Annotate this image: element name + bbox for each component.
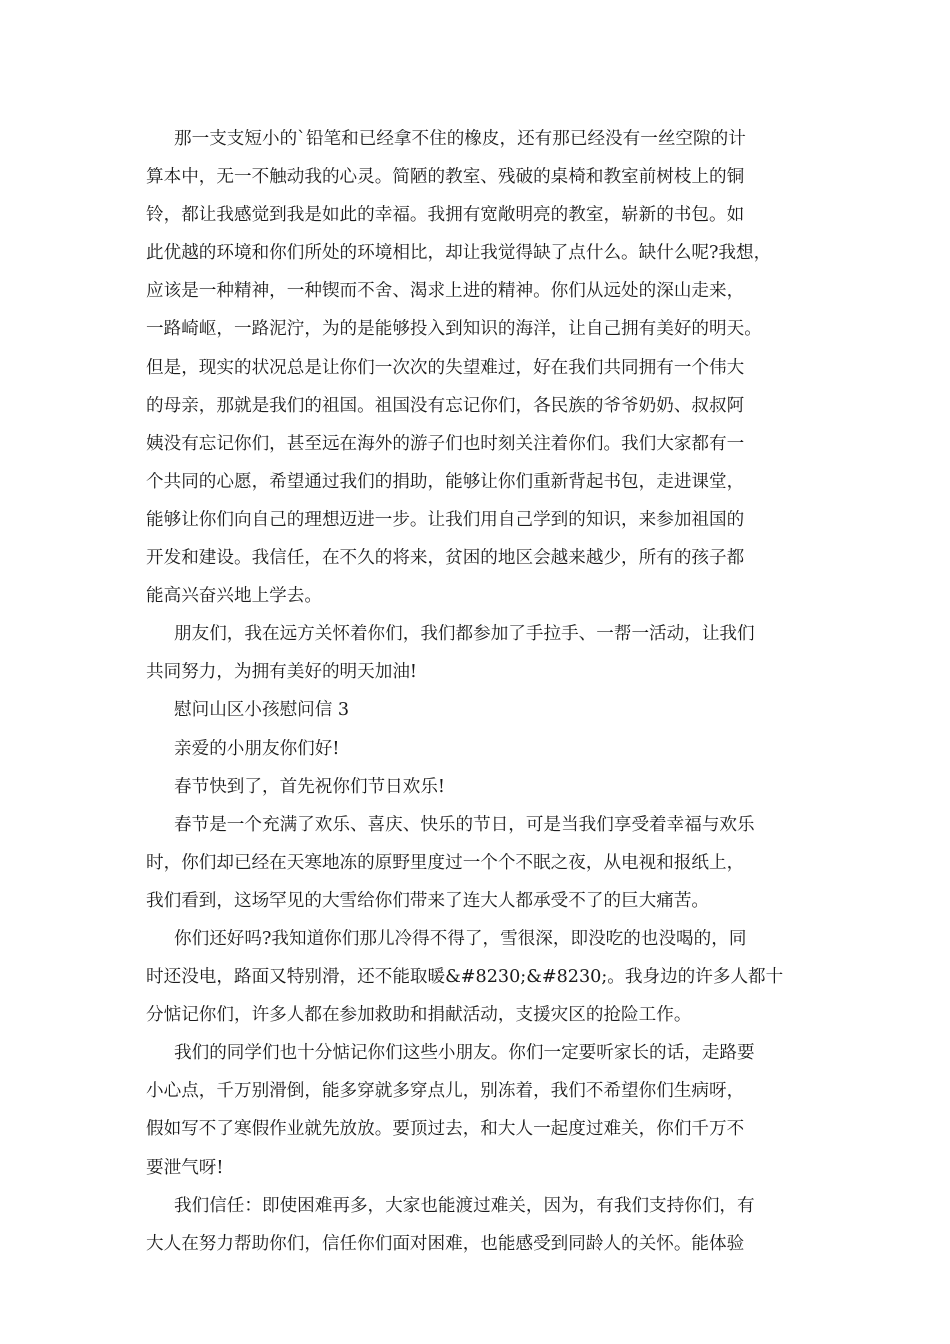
paragraph-line: 春节是一个充满了欢乐、喜庆、快乐的节日，可是当我们享受着幸福与欢乐 (174, 814, 755, 835)
paragraph-line: 但是，现实的状况总是让你们一次次的失望难过，好在我们共同拥有一个伟大 (146, 357, 745, 378)
paragraph-line: 时还没电，路面又特别滑，还不能取暖&#8230;&#8230;。我身边的许多人都十 (146, 967, 784, 988)
greeting-line: 亲爱的小朋友你们好! (174, 738, 340, 759)
paragraph-line: 算本中，无一不触动我的心灵。简陋的教室、残破的桌椅和教室前树枝上的铜 (146, 167, 745, 188)
paragraph-line: 共同努力，为拥有美好的明天加油! (146, 662, 417, 683)
paragraph-line: 我们的同学们也十分惦记你们这些小朋友。你们一定要听家长的话，走路要 (174, 1043, 755, 1064)
paragraph-line: 应该是一种精神，一种锲而不舍、渴求上进的精神。你们从远处的深山走来， (146, 281, 745, 302)
paragraph-line: 我们信任：即使困难再多，大家也能渡过难关，因为，有我们支持你们，有 (174, 1195, 755, 1216)
paragraph-line: 分惦记你们，许多人都在参加救助和捐献活动，支援灾区的抢险工作。 (146, 1005, 692, 1026)
paragraph-line: 个共同的心愿，希望通过我们的捐助，能够让你们重新背起书包，走进课堂， (146, 471, 745, 492)
paragraph-line: 铃，都让我感觉到我是如此的幸福。我拥有宽敞明亮的教室，崭新的书包。如 (146, 205, 745, 226)
paragraph-line: 开发和建设。我信任，在不久的将来，贫困的地区会越来越少，所有的孩子都 (146, 548, 745, 569)
paragraph-line: 春节快到了，首先祝你们节日欢乐! (174, 776, 445, 797)
paragraph-line: 的母亲，那就是我们的祖国。祖国没有忘记你们，各民族的爷爷奶奶、叔叔阿 (146, 395, 745, 416)
section-heading: 慰问山区小孩慰问信 3 (174, 700, 350, 721)
paragraph-line: 大人在努力帮助你们，信任你们面对困难，也能感受到同龄人的关怀。能体验 (146, 1233, 745, 1254)
paragraph-line: 能高兴奋兴地上学去。 (146, 586, 322, 607)
paragraph-line: 能够让你们向自己的理想迈进一步。让我们用自己学到的知识，来参加祖国的 (146, 509, 745, 530)
paragraph-line: 朋友们，我在远方关怀着你们，我们都参加了手拉手、一帮一活动，让我们 (174, 624, 755, 645)
letter-body (146, 120, 816, 1263)
paragraph-line: 一路崎岖，一路泥泞，为的是能够投入到知识的海洋，让自己拥有美好的明天。 (146, 319, 762, 340)
paragraph-line: 小心点，千万别滑倒，能多穿就多穿点儿，别冻着，我们不希望你们生病呀， (146, 1081, 745, 1102)
paragraph-line: 时，你们却已经在天寒地冻的原野里度过一个个不眠之夜，从电视和报纸上， (146, 852, 745, 873)
paragraph-line: 那一支支短小的`铅笔和已经拿不住的橡皮，还有那已经没有一丝空隙的计 (174, 129, 746, 149)
paragraph-line: 你们还好吗?我知道你们那儿冷得不得了，雪很深，即没吃的也没喝的，同 (174, 928, 747, 949)
paragraph-line: 我们看到，这场罕见的大雪给你们带来了连大人都承受不了的巨大痛苦。 (146, 890, 710, 911)
paragraph-line: 要泄气呀! (146, 1157, 224, 1178)
paragraph-line: 此优越的环境和你们所处的环境相比，却让我觉得缺了点什么。缺什么呢?我想， (146, 243, 772, 264)
paragraph-line: 假如写不了寒假作业就先放放。要顶过去，和大人一起度过难关，你们千万不 (146, 1119, 745, 1140)
paragraph-line: 姨没有忘记你们，甚至远在海外的游子们也时刻关注着你们。我们大家都有一 (146, 433, 745, 454)
